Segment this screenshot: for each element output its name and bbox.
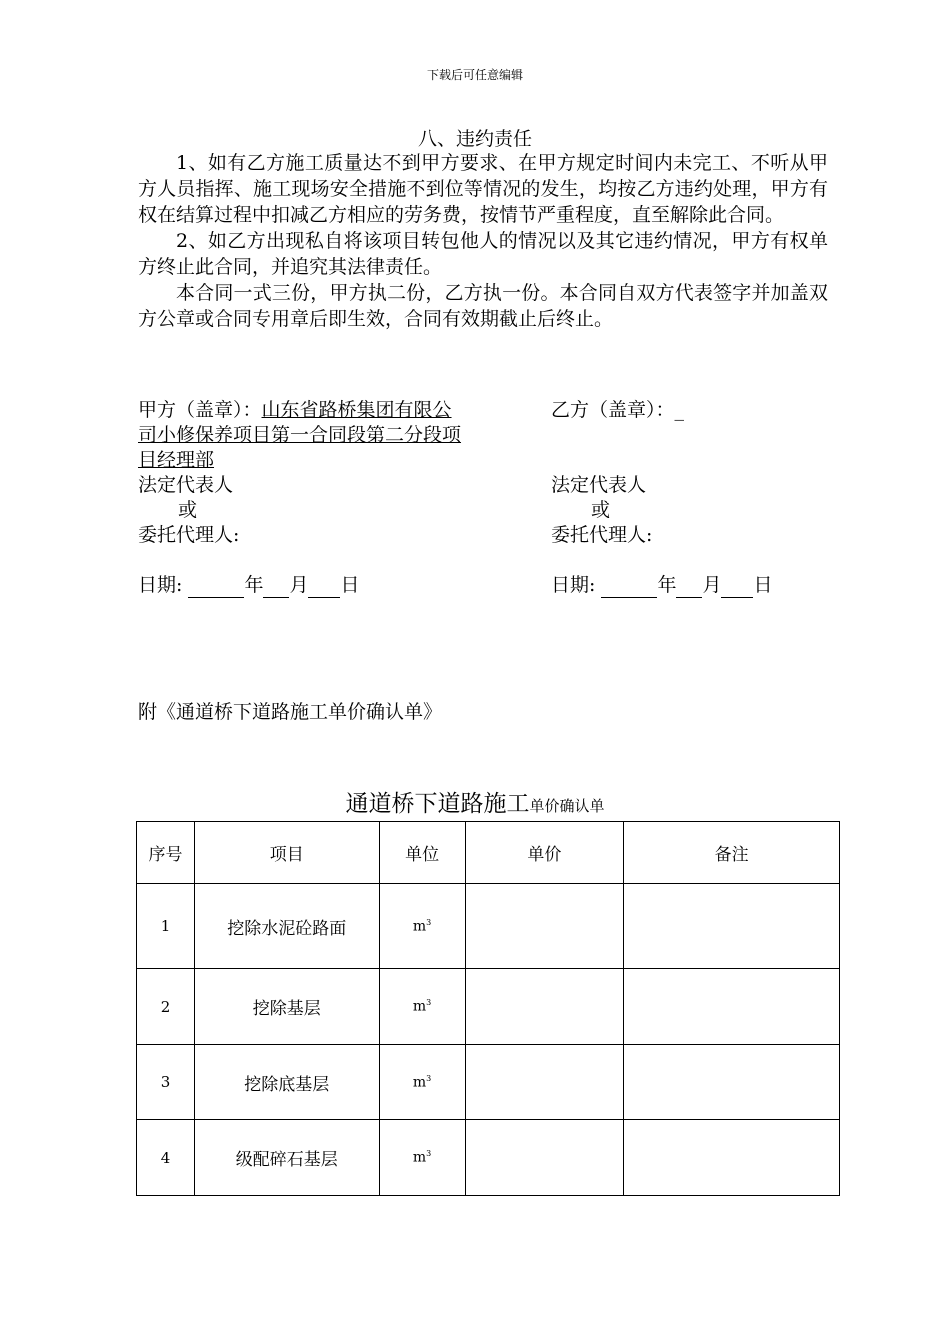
row-remark[interactable] <box>624 884 840 969</box>
row-unit: $m^3$ <box>379 1045 465 1120</box>
party-b-month-label: 月 <box>702 574 722 596</box>
row-item: 级配碎石基层 <box>194 1120 379 1196</box>
party-b-date-label: 日期: <box>551 574 596 596</box>
party-b-name-blank[interactable]: _ <box>674 399 685 421</box>
party-b-day-label: 日 <box>753 574 773 596</box>
party-b-date <box>551 573 773 598</box>
row-price[interactable] <box>465 884 624 969</box>
party-b-year-label: 年 <box>657 574 677 596</box>
party-a-or: 或 <box>178 499 198 521</box>
row-remark[interactable] <box>624 969 840 1045</box>
header-price: 单价 <box>465 822 624 884</box>
party-b-agent: 委托代理人: <box>551 524 653 546</box>
row-unit: $m^3$ <box>379 1120 465 1196</box>
table-header-row <box>137 822 840 884</box>
unit-price-table <box>136 821 840 1196</box>
party-b-block <box>551 398 851 596</box>
paragraph-breach-subcontract: 2、如乙方出现私自将该项目转包他人的情况以及其它违约情况，甲方有权单方终止此合同，并追究其法律责任。 <box>138 230 828 278</box>
row-no: 2 <box>137 969 195 1045</box>
header-item: 项目 <box>194 822 379 884</box>
table-row <box>137 1120 840 1196</box>
party-a-name-line-1: 山东省路桥集团有限公 <box>261 399 452 421</box>
section-title: 八、违约责任 <box>417 128 532 150</box>
row-item: 挖除底基层 <box>194 1045 379 1120</box>
table-row <box>137 884 840 969</box>
header-no: 序号 <box>137 822 195 884</box>
table-title <box>0 785 950 818</box>
row-price[interactable] <box>465 1120 624 1196</box>
contract-body <box>138 150 828 332</box>
party-a-legal-rep: 法定代表人 <box>138 474 234 496</box>
row-unit: $m^3$ <box>379 884 465 969</box>
row-no: 4 <box>137 1120 195 1196</box>
party-a-agent: 委托代理人: <box>138 524 240 546</box>
party-a-date <box>138 573 360 598</box>
party-b-label: 乙方（盖章）： <box>551 399 675 421</box>
party-a-month-label: 月 <box>289 574 309 596</box>
header-remark: 备注 <box>624 822 840 884</box>
row-no: 3 <box>137 1045 195 1120</box>
table-title-main: 通道桥下道路施工 <box>345 791 530 817</box>
table-row <box>137 1045 840 1120</box>
party-b-day-blank[interactable] <box>721 577 753 598</box>
party-a-block <box>138 398 523 596</box>
row-remark[interactable] <box>624 1045 840 1120</box>
party-a-month-blank[interactable] <box>263 577 289 598</box>
paragraph-breach-quality: 1、如有乙方施工质量达不到甲方要求、在甲方规定时间内未完工、不听从甲方人员指挥、施工现场安全措施不到位等情况的发生，均按乙方违约处理，甲方有权在结算过程中扣减乙方相应的劳务费，按情节严重程度，直至解除此合同。 <box>138 152 828 226</box>
row-unit: $m^3$ <box>379 969 465 1045</box>
party-b-month-blank[interactable] <box>676 577 702 598</box>
party-a-label: 甲方（盖章）： <box>138 399 262 421</box>
party-b-or: 或 <box>591 499 611 521</box>
attachment-note: 附《通道桥下道路施工单价确认单》 <box>138 701 443 723</box>
row-item: 挖除水泥砼路面 <box>194 884 379 969</box>
row-price[interactable] <box>465 969 624 1045</box>
table-row <box>137 969 840 1045</box>
party-a-name-line-3: 目经理部 <box>138 449 215 471</box>
row-item: 挖除基层 <box>194 969 379 1045</box>
row-no: 1 <box>137 884 195 969</box>
party-a-date-label: 日期: <box>138 574 183 596</box>
paragraph-copies: 本合同一式三份，甲方执二份，乙方执一份。本合同自双方代表签字并加盖双方公章或合同专用章后即生效，合同有效期截止后终止。 <box>138 282 828 330</box>
party-a-day-label: 日 <box>340 574 360 596</box>
party-a-day-blank[interactable] <box>308 577 340 598</box>
row-remark[interactable] <box>624 1120 840 1196</box>
party-a-year-blank[interactable] <box>188 577 244 598</box>
header-unit: 单位 <box>379 822 465 884</box>
table-title-sub: 单价确认单 <box>529 797 605 815</box>
party-b-year-blank[interactable] <box>601 577 657 598</box>
party-a-year-label: 年 <box>244 574 264 596</box>
header-note: 下载后可任意编辑 <box>426 68 523 82</box>
party-a-name-line-2: 司小修保养项目第一合同段第二分段项 <box>138 424 462 446</box>
party-b-legal-rep: 法定代表人 <box>551 474 647 496</box>
row-price[interactable] <box>465 1045 624 1120</box>
